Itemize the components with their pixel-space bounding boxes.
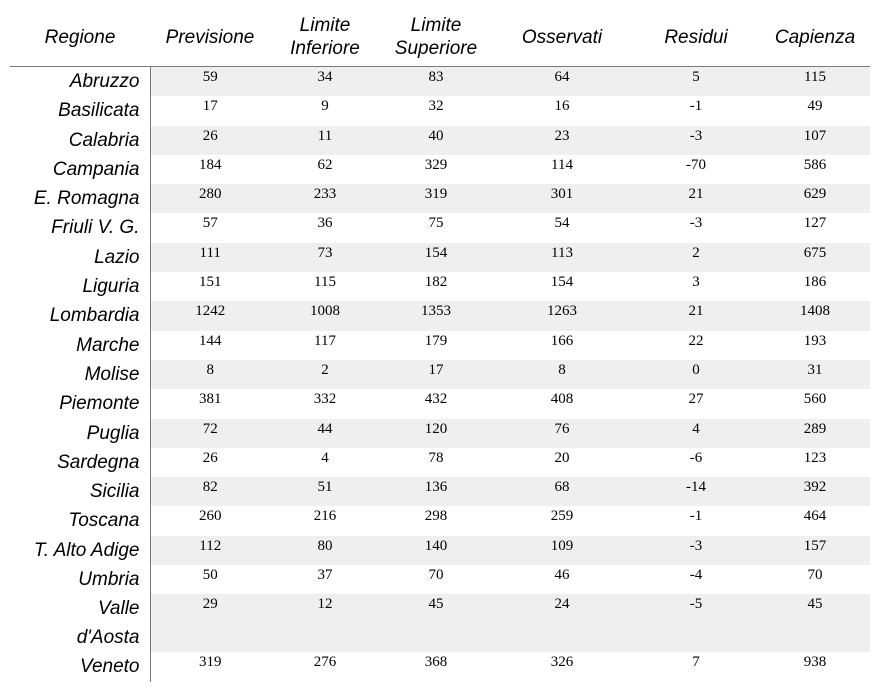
cell-limite-inferiore: 44 [270, 419, 380, 448]
cell-limite-inferiore: 4 [270, 448, 380, 477]
cell-residui: -3 [632, 536, 760, 565]
cell-residui: -4 [632, 565, 760, 594]
cell-capienza: 31 [760, 360, 870, 389]
cell-residui: -14 [632, 477, 760, 506]
cell-capienza: 392 [760, 477, 870, 506]
cell-limite-inferiore: 51 [270, 477, 380, 506]
cell-previsione: 26 [150, 126, 270, 155]
cell-previsione: 112 [150, 536, 270, 565]
cell-osservati: 23 [492, 126, 632, 155]
cell-residui: 21 [632, 184, 760, 213]
cell-residui: -6 [632, 448, 760, 477]
table-row [10, 67, 870, 97]
cell-limite-inferiore: 34 [270, 67, 380, 97]
cell-capienza: 289 [760, 419, 870, 448]
header-regione: Regione [10, 8, 150, 67]
table-row [10, 331, 870, 360]
header-residui: Residui [632, 8, 760, 67]
cell-limite-inferiore: 332 [270, 389, 380, 418]
cell-limite-inferiore: 216 [270, 506, 380, 535]
table-row [10, 126, 870, 155]
header-osservati: Osservati [492, 8, 632, 67]
cell-limite-superiore: 40 [380, 126, 492, 155]
cell-previsione: 1242 [150, 301, 270, 330]
cell-previsione: 57 [150, 213, 270, 242]
table-row [10, 652, 870, 681]
table-row [10, 272, 870, 301]
table-row [10, 96, 870, 125]
cell-limite-superiore: 319 [380, 184, 492, 213]
cell-osservati: 114 [492, 155, 632, 184]
table-row [10, 360, 870, 389]
cell-osservati: 408 [492, 389, 632, 418]
cell-limite-inferiore: 1008 [270, 301, 380, 330]
cell-residui: 3 [632, 272, 760, 301]
cell-limite-inferiore: 62 [270, 155, 380, 184]
table-row [10, 243, 870, 272]
cell-limite-superiore: 179 [380, 331, 492, 360]
cell-residui: 0 [632, 360, 760, 389]
cell-limite-inferiore: 115 [270, 272, 380, 301]
table-row [10, 213, 870, 242]
cell-limite-inferiore: 233 [270, 184, 380, 213]
cell-previsione: 50 [150, 565, 270, 594]
cell-regione: Sicilia [10, 477, 150, 506]
cell-osservati: 76 [492, 419, 632, 448]
cell-limite-inferiore: 12 [270, 594, 380, 652]
cell-residui: 7 [632, 652, 760, 681]
cell-regione: Liguria [10, 272, 150, 301]
cell-osservati: 301 [492, 184, 632, 213]
cell-osservati: 113 [492, 243, 632, 272]
cell-capienza: 629 [760, 184, 870, 213]
cell-capienza: 115 [760, 67, 870, 97]
cell-regione: Umbria [10, 565, 150, 594]
cell-regione: Campania [10, 155, 150, 184]
cell-capienza: 675 [760, 243, 870, 272]
cell-regione: T. Alto Adige [10, 536, 150, 565]
cell-limite-superiore: 136 [380, 477, 492, 506]
cell-capienza: 464 [760, 506, 870, 535]
cell-limite-inferiore: 2 [270, 360, 380, 389]
cell-previsione: 144 [150, 331, 270, 360]
cell-previsione: 280 [150, 184, 270, 213]
data-table-container [10, 8, 870, 682]
cell-limite-inferiore: 73 [270, 243, 380, 272]
cell-capienza: 127 [760, 213, 870, 242]
cell-osservati: 326 [492, 652, 632, 681]
cell-limite-superiore: 1353 [380, 301, 492, 330]
table-row [10, 565, 870, 594]
cell-limite-superiore: 120 [380, 419, 492, 448]
cell-residui: -1 [632, 506, 760, 535]
cell-previsione: 151 [150, 272, 270, 301]
cell-limite-superiore: 17 [380, 360, 492, 389]
cell-regione: Marche [10, 331, 150, 360]
cell-regione: Veneto [10, 652, 150, 681]
cell-osservati: 46 [492, 565, 632, 594]
cell-capienza: 186 [760, 272, 870, 301]
cell-previsione: 17 [150, 96, 270, 125]
cell-limite-superiore: 298 [380, 506, 492, 535]
table-row [10, 506, 870, 535]
cell-osservati: 68 [492, 477, 632, 506]
table-row [10, 448, 870, 477]
cell-residui: -1 [632, 96, 760, 125]
cell-limite-superiore: 70 [380, 565, 492, 594]
cell-limite-superiore: 83 [380, 67, 492, 97]
cell-osservati: 259 [492, 506, 632, 535]
cell-limite-inferiore: 117 [270, 331, 380, 360]
cell-previsione: 381 [150, 389, 270, 418]
cell-regione: Toscana [10, 506, 150, 535]
cell-residui: 4 [632, 419, 760, 448]
cell-regione: Calabria [10, 126, 150, 155]
cell-previsione: 260 [150, 506, 270, 535]
header-limite-superiore: Limite Superiore [380, 8, 492, 67]
cell-residui: 27 [632, 389, 760, 418]
cell-limite-inferiore: 9 [270, 96, 380, 125]
cell-limite-superiore: 432 [380, 389, 492, 418]
cell-previsione: 8 [150, 360, 270, 389]
table-row [10, 155, 870, 184]
cell-residui: -3 [632, 126, 760, 155]
cell-regione: E. Romagna [10, 184, 150, 213]
cell-osservati: 1263 [492, 301, 632, 330]
header-row [10, 8, 870, 67]
cell-previsione: 319 [150, 652, 270, 681]
cell-osservati: 20 [492, 448, 632, 477]
cell-residui: 5 [632, 67, 760, 97]
header-previsione: Previsione [150, 8, 270, 67]
cell-regione: Valle d'Aosta [10, 594, 150, 652]
cell-regione: Friuli V. G. [10, 213, 150, 242]
cell-capienza: 586 [760, 155, 870, 184]
cell-regione: Lazio [10, 243, 150, 272]
cell-capienza: 157 [760, 536, 870, 565]
cell-limite-superiore: 75 [380, 213, 492, 242]
cell-limite-inferiore: 276 [270, 652, 380, 681]
cell-regione: Lombardia [10, 301, 150, 330]
cell-osservati: 8 [492, 360, 632, 389]
cell-limite-inferiore: 80 [270, 536, 380, 565]
cell-limite-inferiore: 37 [270, 565, 380, 594]
table-row [10, 477, 870, 506]
cell-regione: Piemonte [10, 389, 150, 418]
cell-osservati: 64 [492, 67, 632, 97]
cell-previsione: 29 [150, 594, 270, 652]
cell-previsione: 184 [150, 155, 270, 184]
cell-limite-inferiore: 11 [270, 126, 380, 155]
cell-osservati: 24 [492, 594, 632, 652]
cell-regione: Molise [10, 360, 150, 389]
header-limite-inferiore: Limite Inferiore [270, 8, 380, 67]
cell-limite-superiore: 368 [380, 652, 492, 681]
cell-capienza: 45 [760, 594, 870, 652]
cell-limite-superiore: 329 [380, 155, 492, 184]
cell-residui: -5 [632, 594, 760, 652]
cell-limite-superiore: 154 [380, 243, 492, 272]
cell-capienza: 1408 [760, 301, 870, 330]
cell-limite-superiore: 140 [380, 536, 492, 565]
cell-residui: 21 [632, 301, 760, 330]
cell-residui: -3 [632, 213, 760, 242]
table-row [10, 594, 870, 652]
table-row [10, 389, 870, 418]
cell-limite-superiore: 45 [380, 594, 492, 652]
cell-residui: 2 [632, 243, 760, 272]
cell-osservati: 54 [492, 213, 632, 242]
cell-limite-superiore: 182 [380, 272, 492, 301]
header-capienza: Capienza [760, 8, 870, 67]
cell-previsione: 59 [150, 67, 270, 97]
table-body [10, 67, 870, 682]
cell-osservati: 154 [492, 272, 632, 301]
cell-capienza: 107 [760, 126, 870, 155]
table-row [10, 419, 870, 448]
cell-previsione: 111 [150, 243, 270, 272]
cell-regione: Basilicata [10, 96, 150, 125]
cell-capienza: 938 [760, 652, 870, 681]
cell-regione: Sardegna [10, 448, 150, 477]
cell-regione: Abruzzo [10, 67, 150, 97]
table-row [10, 536, 870, 565]
regional-forecast-table [10, 8, 870, 682]
cell-osservati: 166 [492, 331, 632, 360]
cell-capienza: 123 [760, 448, 870, 477]
cell-capienza: 49 [760, 96, 870, 125]
cell-limite-superiore: 32 [380, 96, 492, 125]
cell-regione: Puglia [10, 419, 150, 448]
cell-previsione: 72 [150, 419, 270, 448]
cell-previsione: 26 [150, 448, 270, 477]
table-row [10, 301, 870, 330]
cell-limite-superiore: 78 [380, 448, 492, 477]
cell-residui: -70 [632, 155, 760, 184]
cell-residui: 22 [632, 331, 760, 360]
cell-limite-inferiore: 36 [270, 213, 380, 242]
cell-osservati: 16 [492, 96, 632, 125]
cell-previsione: 82 [150, 477, 270, 506]
table-row [10, 184, 870, 213]
cell-capienza: 70 [760, 565, 870, 594]
cell-capienza: 560 [760, 389, 870, 418]
cell-osservati: 109 [492, 536, 632, 565]
cell-capienza: 193 [760, 331, 870, 360]
